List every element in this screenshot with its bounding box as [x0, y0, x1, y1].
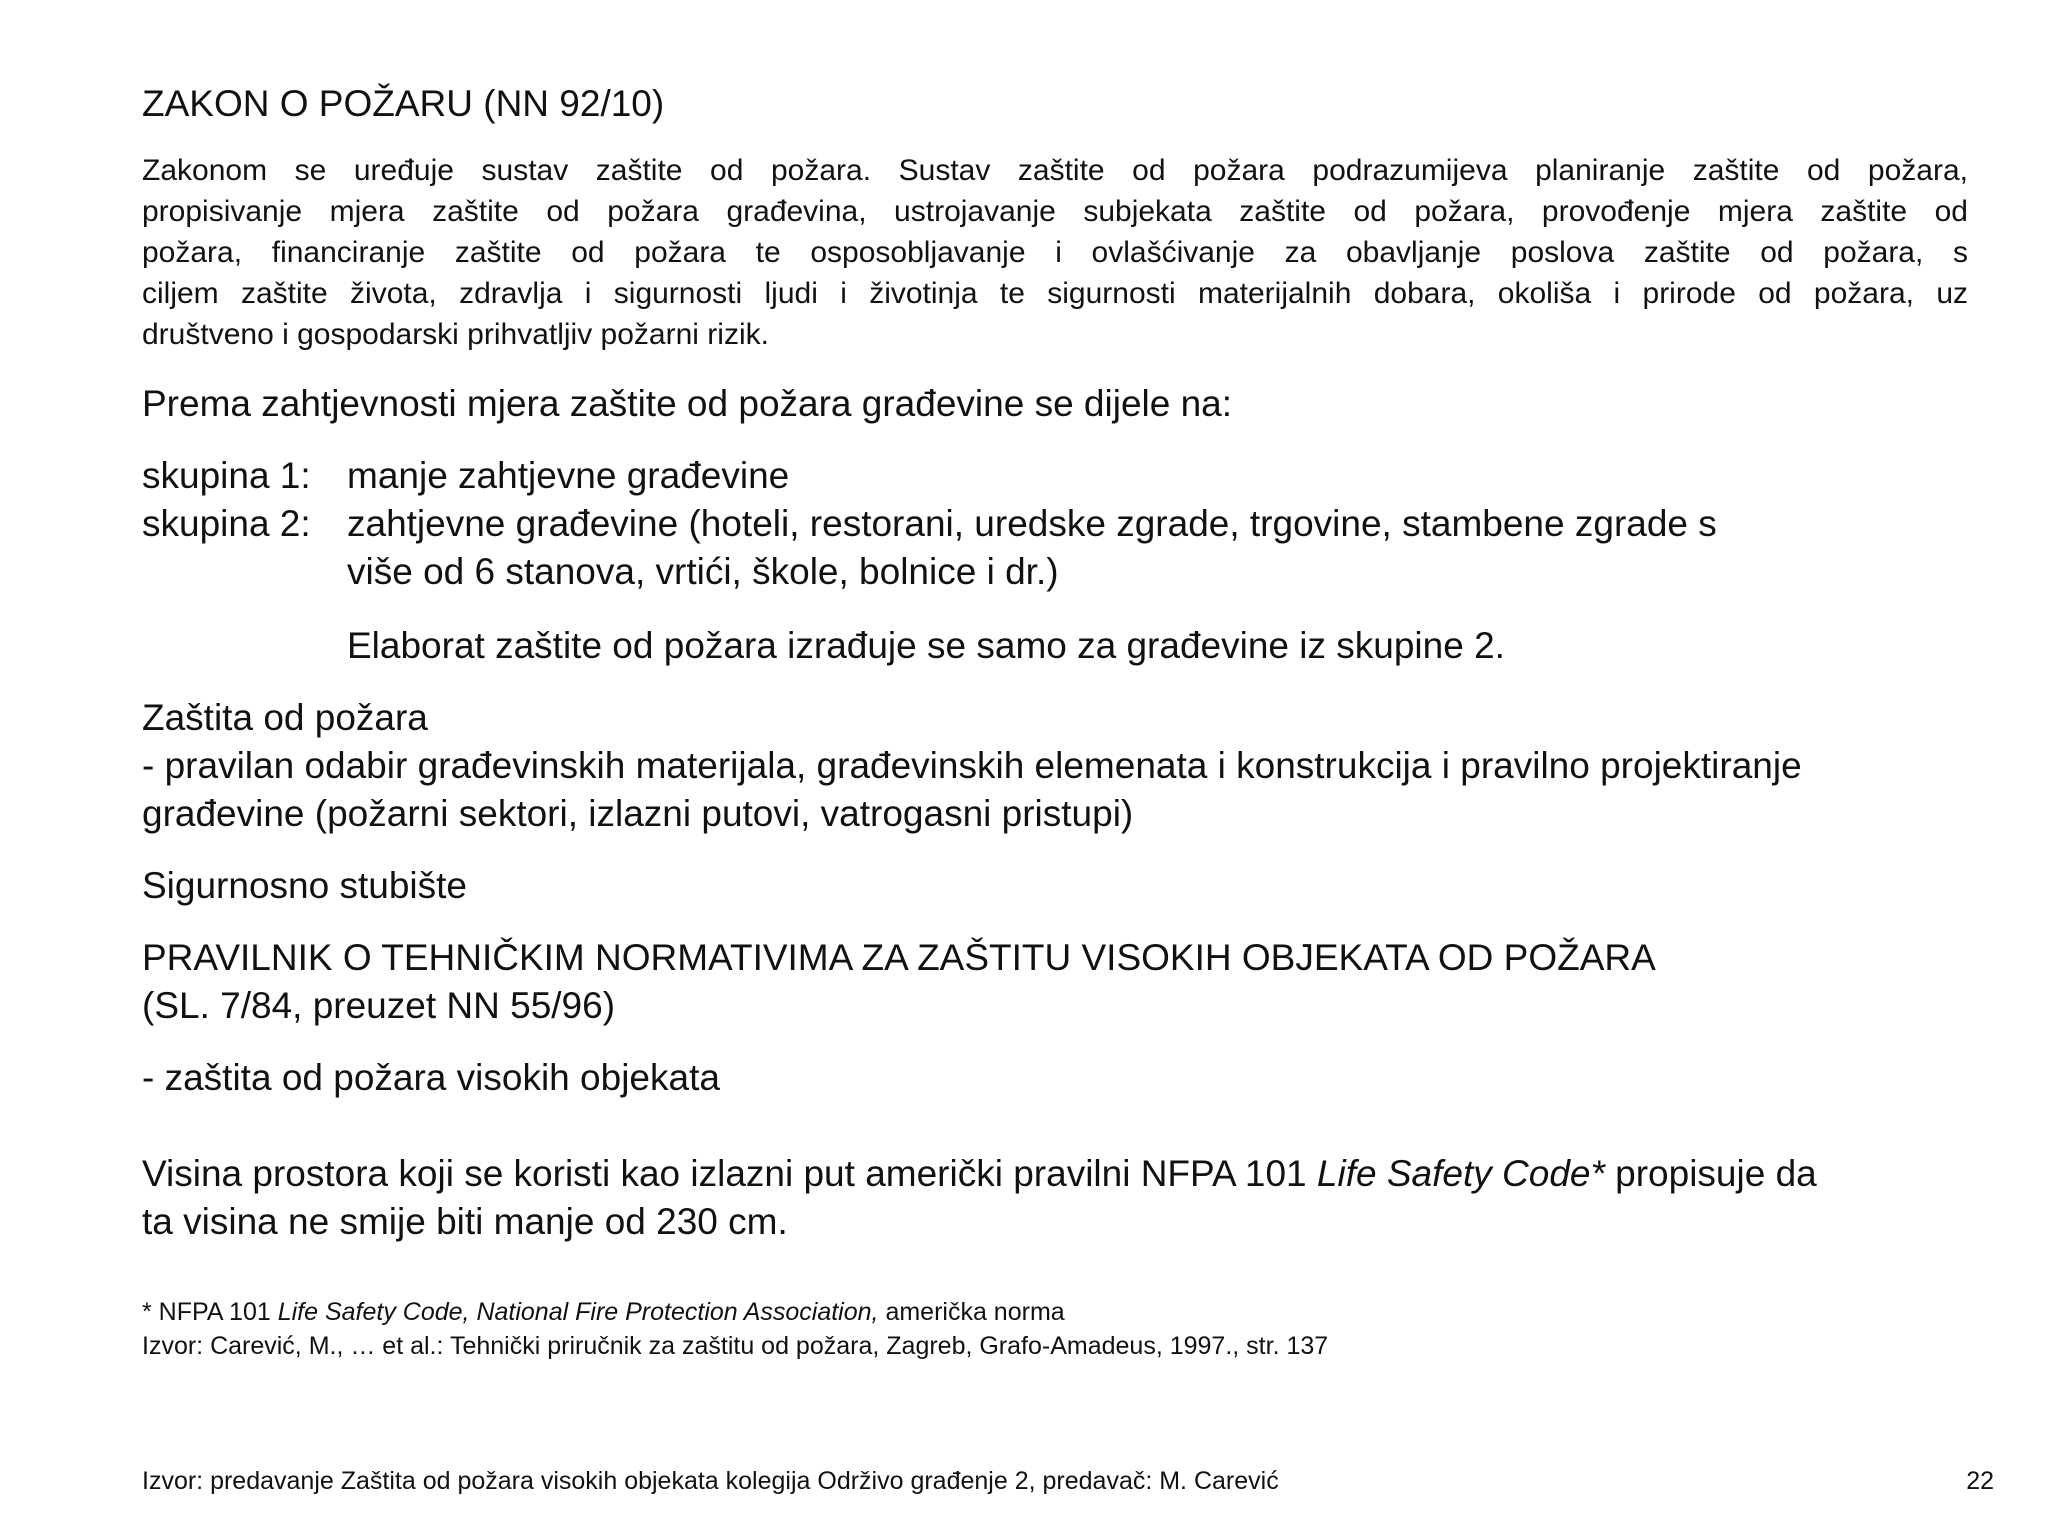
intro-paragraph [142, 150, 1968, 355]
intro-line: društveno i gospodarski prihvatljiv požarni rizik. [142, 318, 769, 351]
height-note-line [142, 1150, 1817, 1198]
intro-line: požara, financiranje zaštite od požara te osposobljavanje i ovlašćivanje za obavljanje poslova zaštite od požara, s [142, 236, 1968, 269]
regulation-reference: (SL. 7/84, preuzet NN 55/96) [142, 985, 616, 1026]
height-note-line: ta visina ne smije biti manje od 230 cm. [142, 1201, 788, 1242]
group-2-label: skupina 2: [142, 503, 311, 544]
protection-line: građevine (požarni sektori, izlazni putovi, vatrogasni pristupi) [142, 793, 1134, 834]
group-1-text: manje zahtjevne građevine [347, 455, 790, 496]
intro-line: Zakonom se uređuje sustav zaštite od požara. Sustav zaštite od požara podrazumijeva planiranje zaštite od požara, [142, 154, 1968, 187]
elaborat-note: Elaborat zaštite od požara izrađuje se samo za građevine iz skupine 2. [347, 625, 1505, 666]
height-note-text: Visina prostora koji se koristi kao izlazni put američki pravilni NFPA 101 [142, 1153, 1317, 1194]
height-note-italic: Life Safety Code* [1316, 1153, 1605, 1194]
protection-heading: Zaštita od požara [142, 697, 428, 738]
group-2-text: zahtjevne građevine (hoteli, restorani, uredske zgrade, trgovine, stambene zgrade s [347, 503, 1717, 544]
page-title: ZAKON O POŽARU (NN 92/10) [142, 83, 665, 124]
group-1-label: skupina 1: [142, 455, 311, 496]
footnote-text: * NFPA 101 [142, 1298, 278, 1326]
page-number: 22 [1966, 1467, 1994, 1495]
footer-source: Izvor: predavanje Zaštita od požara visokih objekata kolegija Održivo građenje 2, predavač: M. Carević [142, 1467, 1279, 1495]
regulation-title: PRAVILNIK O TEHNIČKIM NORMATIVIMA ZA ZAŠTITU VISOKIH OBJEKATA OD POŽARA [142, 937, 1656, 978]
footnote-line [142, 1295, 1065, 1329]
staircase-heading: Sigurnosno stubište [142, 865, 467, 906]
group-2-text-continued: više od 6 stanova, vrtići, škole, bolnice i dr.) [347, 551, 1059, 592]
height-note-text: propisuje da [1604, 1153, 1817, 1194]
intro-line: ciljem zaštite života, zdravlja i sigurnosti ljudi i životinja te sigurnosti materijalnih dobara, okoliša i prirode od požara, uz [142, 277, 1968, 310]
protection-line: - pravilan odabir građevinskih materijala, građevinskih elemenata i konstrukcija i pravilno projektiranje [142, 745, 1802, 786]
footnote-italic: Life Safety Code, National Fire Protection Association, [277, 1298, 879, 1326]
intro-line: propisivanje mjera zaštite od požara građevina, ustrojavanje subjekata zaštite od požara, provođenje mjera zaštite od [142, 195, 1968, 228]
division-heading: Prema zahtjevnosti mjera zaštite od požara građevine se dijele na: [142, 383, 1233, 424]
footnote-text: američka norma [878, 1298, 1065, 1326]
regulation-bullet: - zaštita od požara visokih objekata [142, 1057, 720, 1098]
footnote-source: Izvor: Carević, M., … et al.: Tehnički priručnik za zaštitu od požara, Zagreb, Grafo-Amadeus, 1997., str. 137 [142, 1332, 1329, 1360]
